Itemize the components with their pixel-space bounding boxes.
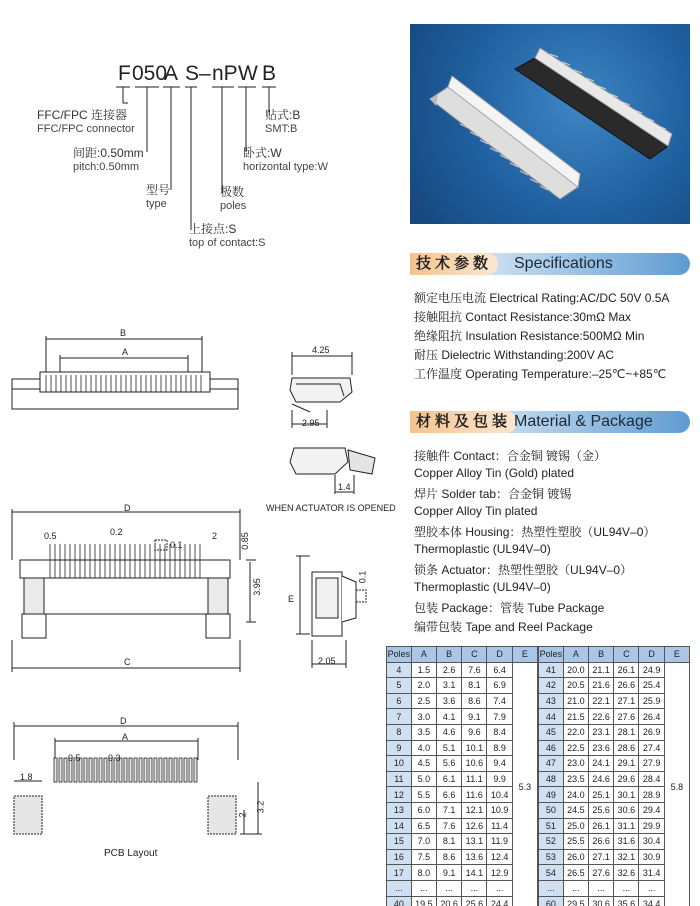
table-cell-poles: 11 xyxy=(387,771,412,787)
table-cell: 21.6 xyxy=(588,678,613,694)
table-cell: ... xyxy=(436,880,461,896)
table-cell: 11.1 xyxy=(462,771,487,787)
table-cell: 6.9 xyxy=(487,678,512,694)
table-cell: 26.1 xyxy=(588,818,613,834)
table-cell: 28.9 xyxy=(639,787,664,803)
table-cell-poles: 50 xyxy=(539,802,564,818)
table-cell: ... xyxy=(487,880,512,896)
dim-end-t: 0.1 xyxy=(357,570,368,584)
dim-front-h2: 3.95 xyxy=(251,578,262,596)
table-cell: 23.6 xyxy=(588,740,613,756)
table-cell: 22.5 xyxy=(563,740,588,756)
table-cell: 28.4 xyxy=(639,771,664,787)
table-cell: 27.4 xyxy=(639,740,664,756)
table-cell: 9.1 xyxy=(462,709,487,725)
dim-front-tab: 2 xyxy=(212,531,218,541)
dim-front-h1: 0.85 xyxy=(239,532,250,550)
pn-type: A xyxy=(164,62,179,85)
table-header: E xyxy=(664,647,689,663)
table-cell: 1.5 xyxy=(411,662,436,678)
table-cell: 32.6 xyxy=(614,865,639,881)
table-cell: ... xyxy=(462,880,487,896)
table-cell-poles: 54 xyxy=(539,865,564,881)
table-cell: 11.6 xyxy=(462,787,487,803)
table-cell: 12.1 xyxy=(462,802,487,818)
table-cell: 30.6 xyxy=(588,896,613,906)
table-cell: 25.6 xyxy=(462,896,487,906)
table-cell: 20.0 xyxy=(563,662,588,678)
table-cell: ... xyxy=(588,880,613,896)
table-cell: 34.4 xyxy=(639,896,664,906)
table-cell: 8.6 xyxy=(462,693,487,709)
table-cell: 29.9 xyxy=(639,818,664,834)
dim-front-gap: 0.1 xyxy=(170,540,183,550)
table-cell: ... xyxy=(639,880,664,896)
table-cell: 2.5 xyxy=(411,693,436,709)
table-cell-poles: 9 xyxy=(387,740,412,756)
table-cell-poles: 46 xyxy=(539,740,564,756)
table-cell: 4.0 xyxy=(411,740,436,756)
table-cell-poles: 42 xyxy=(539,678,564,694)
table-cell: 30.1 xyxy=(614,787,639,803)
table-cell: 8.6 xyxy=(436,849,461,865)
dim-end-e: E xyxy=(288,594,295,604)
table-cell: 21.1 xyxy=(588,662,613,678)
spec-line: 额定电压电流 Electrical Rating:AC/DC 50V 0.5A xyxy=(414,291,670,305)
spec-line: 工作温度 Operating Temperature:–25℃~+85℃ xyxy=(414,367,667,381)
table-header-row xyxy=(387,647,538,663)
table-cell: 28.6 xyxy=(614,740,639,756)
table-cell-poles: 12 xyxy=(387,787,412,803)
table-cell: 24.5 xyxy=(563,802,588,818)
table-cell: 30.6 xyxy=(614,802,639,818)
table-cell: 5.0 xyxy=(411,771,436,787)
table-cell: 27.1 xyxy=(614,693,639,709)
table-cell: 31.6 xyxy=(614,834,639,850)
legend-pitch: 间距:0.50mm pitch:0.50mm xyxy=(73,146,144,173)
table-cell: 14.1 xyxy=(462,865,487,881)
pcb-layout-caption: PCB Layout xyxy=(104,848,158,859)
table-cell-poles: 7 xyxy=(387,709,412,725)
pn-orientation: W xyxy=(238,62,258,85)
table-cell: 7.0 xyxy=(411,834,436,850)
table-cell-e: 5.3 xyxy=(512,662,537,906)
spec-line: 耐压 Dielectric Withstanding:200V AC xyxy=(414,348,615,362)
table-cell-poles: 60 xyxy=(539,896,564,906)
table-cell-poles: 53 xyxy=(539,849,564,865)
table-cell: 7.4 xyxy=(487,693,512,709)
dim-front-c: C xyxy=(124,657,131,667)
table-cell: ... xyxy=(563,880,588,896)
spec-line: 接触阻抗 Contact Resistance:30mΩ Max xyxy=(414,310,632,324)
table-cell-poles: 15 xyxy=(387,834,412,850)
table-cell: 26.6 xyxy=(614,678,639,694)
table-cell: 7.6 xyxy=(462,662,487,678)
table-cell: 5.1 xyxy=(436,740,461,756)
pole-table-right-body xyxy=(539,662,690,906)
table-header: D xyxy=(487,647,512,663)
material-header-en: Material & Package xyxy=(514,413,653,430)
table-cell: 8.1 xyxy=(462,678,487,694)
table-cell: 22.6 xyxy=(588,709,613,725)
table-cell-poles: 40 xyxy=(387,896,412,906)
legend-orientation: 卧式:W horizontal type:W xyxy=(243,146,328,173)
table-cell: 4.6 xyxy=(436,724,461,740)
table-header: C xyxy=(614,647,639,663)
table-cell: 35.6 xyxy=(614,896,639,906)
legend-contact: 上接点:S top of contact:S xyxy=(189,222,266,249)
dim-pcb-h2: 3.2 xyxy=(255,800,266,814)
table-cell: ... xyxy=(614,880,639,896)
legend-type: 型号 type xyxy=(146,183,171,210)
table-cell: 23.5 xyxy=(563,771,588,787)
table-cell: 6.1 xyxy=(436,771,461,787)
table-cell: 12.9 xyxy=(487,865,512,881)
dim-pcb-d: D xyxy=(120,716,127,726)
table-cell: 30.9 xyxy=(639,849,664,865)
table-cell: 11.9 xyxy=(487,834,512,850)
table-cell: 31.1 xyxy=(614,818,639,834)
table-cell: 6.4 xyxy=(487,662,512,678)
table-cell: 24.9 xyxy=(639,662,664,678)
table-cell: 23.1 xyxy=(588,724,613,740)
table-cell: 25.4 xyxy=(639,678,664,694)
table-cell: 29.1 xyxy=(614,756,639,772)
table-cell: 30.4 xyxy=(639,834,664,850)
table-cell: 19.5 xyxy=(411,896,436,906)
table-cell: 24.0 xyxy=(563,787,588,803)
pn-dash: – xyxy=(199,62,211,85)
table-cell: 26.6 xyxy=(588,834,613,850)
table-cell: 9.1 xyxy=(436,865,461,881)
table-row xyxy=(539,662,690,678)
table-header: D xyxy=(639,647,664,663)
table-cell-poles: 5 xyxy=(387,678,412,694)
material-line: Thermoplastic (UL94V–0) xyxy=(414,542,551,556)
material-line: Copper Alloy Tin (Gold) plated xyxy=(414,466,575,480)
legend-poles: 极数 poles xyxy=(220,185,247,212)
table-cell: 11.4 xyxy=(487,818,512,834)
pn-poles: nP xyxy=(212,62,238,85)
table-cell: 12.6 xyxy=(462,818,487,834)
table-cell: 9.9 xyxy=(487,771,512,787)
table-cell: 25.6 xyxy=(588,802,613,818)
pn-series: F xyxy=(118,62,131,85)
table-cell: 26.9 xyxy=(639,724,664,740)
table-cell-poles: 49 xyxy=(539,787,564,803)
table-cell: 24.6 xyxy=(588,771,613,787)
table-cell: 20.6 xyxy=(436,896,461,906)
pole-table-right xyxy=(538,646,690,906)
table-cell: 26.5 xyxy=(563,865,588,881)
table-header-row xyxy=(539,647,690,663)
material-line: 焊片 Solder tab：合金铜 镀锡 xyxy=(414,487,572,501)
table-cell: 29.6 xyxy=(614,771,639,787)
table-cell-poles: 45 xyxy=(539,724,564,740)
table-row xyxy=(387,662,538,678)
table-cell-poles: 48 xyxy=(539,771,564,787)
table-cell: 10.6 xyxy=(462,756,487,772)
table-cell: 10.1 xyxy=(462,740,487,756)
table-cell-poles: 4 xyxy=(387,662,412,678)
specifications-header-en: Specifications xyxy=(514,255,613,272)
table-cell: 2.6 xyxy=(436,662,461,678)
table-cell: 9.4 xyxy=(487,756,512,772)
table-cell: 6.5 xyxy=(411,818,436,834)
table-cell: 22.1 xyxy=(588,693,613,709)
table-cell: 25.1 xyxy=(588,787,613,803)
table-cell: 3.5 xyxy=(411,724,436,740)
material-line: 锁条 Actuator：热塑性塑胶（UL94V–0） xyxy=(414,563,633,577)
table-cell: 13.6 xyxy=(462,849,487,865)
side-view-caption: WHEN ACTUATOR IS OPENED xyxy=(266,503,396,513)
table-cell: 25.5 xyxy=(563,834,588,850)
pole-table-left xyxy=(386,646,538,906)
table-header: E xyxy=(512,647,537,663)
legend-series: FFC/FPC 连接器 FFC/FPC connector xyxy=(37,108,135,135)
table-cell: 9.6 xyxy=(462,724,487,740)
table-cell-poles: 52 xyxy=(539,834,564,850)
table-cell-poles: 51 xyxy=(539,818,564,834)
table-cell: 8.4 xyxy=(487,724,512,740)
table-cell: 31.4 xyxy=(639,865,664,881)
table-cell: 3.1 xyxy=(436,678,461,694)
table-header: A xyxy=(563,647,588,663)
table-cell: 27.1 xyxy=(588,849,613,865)
material-line: 接触件 Contact：合金铜 镀锡（金） xyxy=(414,449,607,463)
material-header-cn: 材料及包装 xyxy=(410,411,517,433)
table-header: A xyxy=(411,647,436,663)
end-view-drawing xyxy=(296,556,366,668)
dim-end-b: 2.05 xyxy=(318,656,336,666)
material-line: 包装 Package：管装 Tube Package xyxy=(414,601,605,615)
table-cell: 8.1 xyxy=(436,834,461,850)
specifications-header-cn: 技术参数 xyxy=(410,253,498,275)
table-cell: 6.6 xyxy=(436,787,461,803)
table-cell-poles: 16 xyxy=(387,849,412,865)
dim-side-depth: 2.95 xyxy=(302,418,320,428)
table-cell: 27.9 xyxy=(639,756,664,772)
table-cell: ... xyxy=(411,880,436,896)
table-cell: 13.1 xyxy=(462,834,487,850)
table-cell-poles: 14 xyxy=(387,818,412,834)
table-cell: 23.0 xyxy=(563,756,588,772)
pn-mount: B xyxy=(262,62,277,85)
material-line: 塑胶本体 Housing：热塑性塑胶（UL94V–0） xyxy=(414,525,656,539)
table-cell: 2.0 xyxy=(411,678,436,694)
table-cell: 8.9 xyxy=(487,740,512,756)
table-cell: 25.9 xyxy=(639,693,664,709)
table-cell: 27.6 xyxy=(588,865,613,881)
table-cell-poles: 44 xyxy=(539,709,564,725)
table-cell: 3.0 xyxy=(411,709,436,725)
table-cell: 25.0 xyxy=(563,818,588,834)
table-cell: 7.5 xyxy=(411,849,436,865)
table-cell-e: 5.8 xyxy=(664,662,689,906)
dim-side-width: 4.25 xyxy=(312,345,330,355)
table-cell: 5.5 xyxy=(411,787,436,803)
table-header: C xyxy=(462,647,487,663)
material-line: Thermoplastic (UL94V–0) xyxy=(414,580,551,594)
table-cell: 5.6 xyxy=(436,756,461,772)
table-cell: 26.4 xyxy=(639,709,664,725)
table-header: Poles xyxy=(539,647,564,663)
dim-front-w: 0.2 xyxy=(110,527,123,537)
table-cell-poles: 8 xyxy=(387,724,412,740)
table-cell-poles: 41 xyxy=(539,662,564,678)
table-cell: 4.1 xyxy=(436,709,461,725)
pn-pitch: 050 xyxy=(132,62,168,85)
material-line: Copper Alloy Tin plated xyxy=(414,504,538,518)
table-cell: 7.1 xyxy=(436,802,461,818)
table-cell: 20.5 xyxy=(563,678,588,694)
table-cell-poles: 13 xyxy=(387,802,412,818)
table-cell: 21.5 xyxy=(563,709,588,725)
table-cell-poles: 10 xyxy=(387,756,412,772)
pole-table-left-body xyxy=(387,662,538,906)
table-cell-poles: 43 xyxy=(539,693,564,709)
table-header: Poles xyxy=(387,647,412,663)
table-cell: 21.0 xyxy=(563,693,588,709)
dim-top-a: A xyxy=(122,347,129,357)
table-cell: 8.0 xyxy=(411,865,436,881)
table-cell: 10.9 xyxy=(487,802,512,818)
table-cell: 27.6 xyxy=(614,709,639,725)
table-cell: 29.5 xyxy=(563,896,588,906)
table-cell: 22.0 xyxy=(563,724,588,740)
table-cell-poles: 6 xyxy=(387,693,412,709)
table-cell-poles: ... xyxy=(539,880,564,896)
spec-line: 绝缘阻抗 Insulation Resistance:500MΩ Min xyxy=(414,329,645,343)
pcb-layout-drawing xyxy=(14,722,262,834)
dim-front-d: D xyxy=(124,503,131,513)
table-cell: 4.5 xyxy=(411,756,436,772)
dim-side-opened: 1.4 xyxy=(338,482,351,492)
table-cell: 24.1 xyxy=(588,756,613,772)
table-cell: 6.0 xyxy=(411,802,436,818)
dim-front-pitch: 0.5 xyxy=(44,531,57,541)
material-line: 编带包装 Tape and Reel Package xyxy=(414,620,593,634)
table-cell: 24.4 xyxy=(487,896,512,906)
table-cell: 28.1 xyxy=(614,724,639,740)
table-cell: 26.0 xyxy=(563,849,588,865)
table-cell: 10.4 xyxy=(487,787,512,803)
dim-pcb-a: A xyxy=(122,732,129,742)
dim-pcb-pitch: 0.5 xyxy=(68,753,81,763)
table-cell-poles: 47 xyxy=(539,756,564,772)
table-cell: 7.6 xyxy=(436,818,461,834)
legend-mount: 贴式:B SMT:B xyxy=(265,108,301,135)
table-header: B xyxy=(436,647,461,663)
dim-pcb-pad-w: 1.8 xyxy=(20,772,33,782)
table-cell: 29.4 xyxy=(639,802,664,818)
table-cell: 7.9 xyxy=(487,709,512,725)
pn-contact: S xyxy=(185,62,200,85)
table-header: B xyxy=(588,647,613,663)
dim-pcb-pad: 0.3 xyxy=(108,753,121,763)
table-cell: 3.6 xyxy=(436,693,461,709)
table-cell: 26.1 xyxy=(614,662,639,678)
dim-top-b: B xyxy=(120,328,127,338)
table-cell: 12.4 xyxy=(487,849,512,865)
table-cell: 32.1 xyxy=(614,849,639,865)
dim-pcb-h1: 2 xyxy=(237,812,248,818)
table-cell-poles: ... xyxy=(387,880,412,896)
table-cell-poles: 17 xyxy=(387,865,412,881)
